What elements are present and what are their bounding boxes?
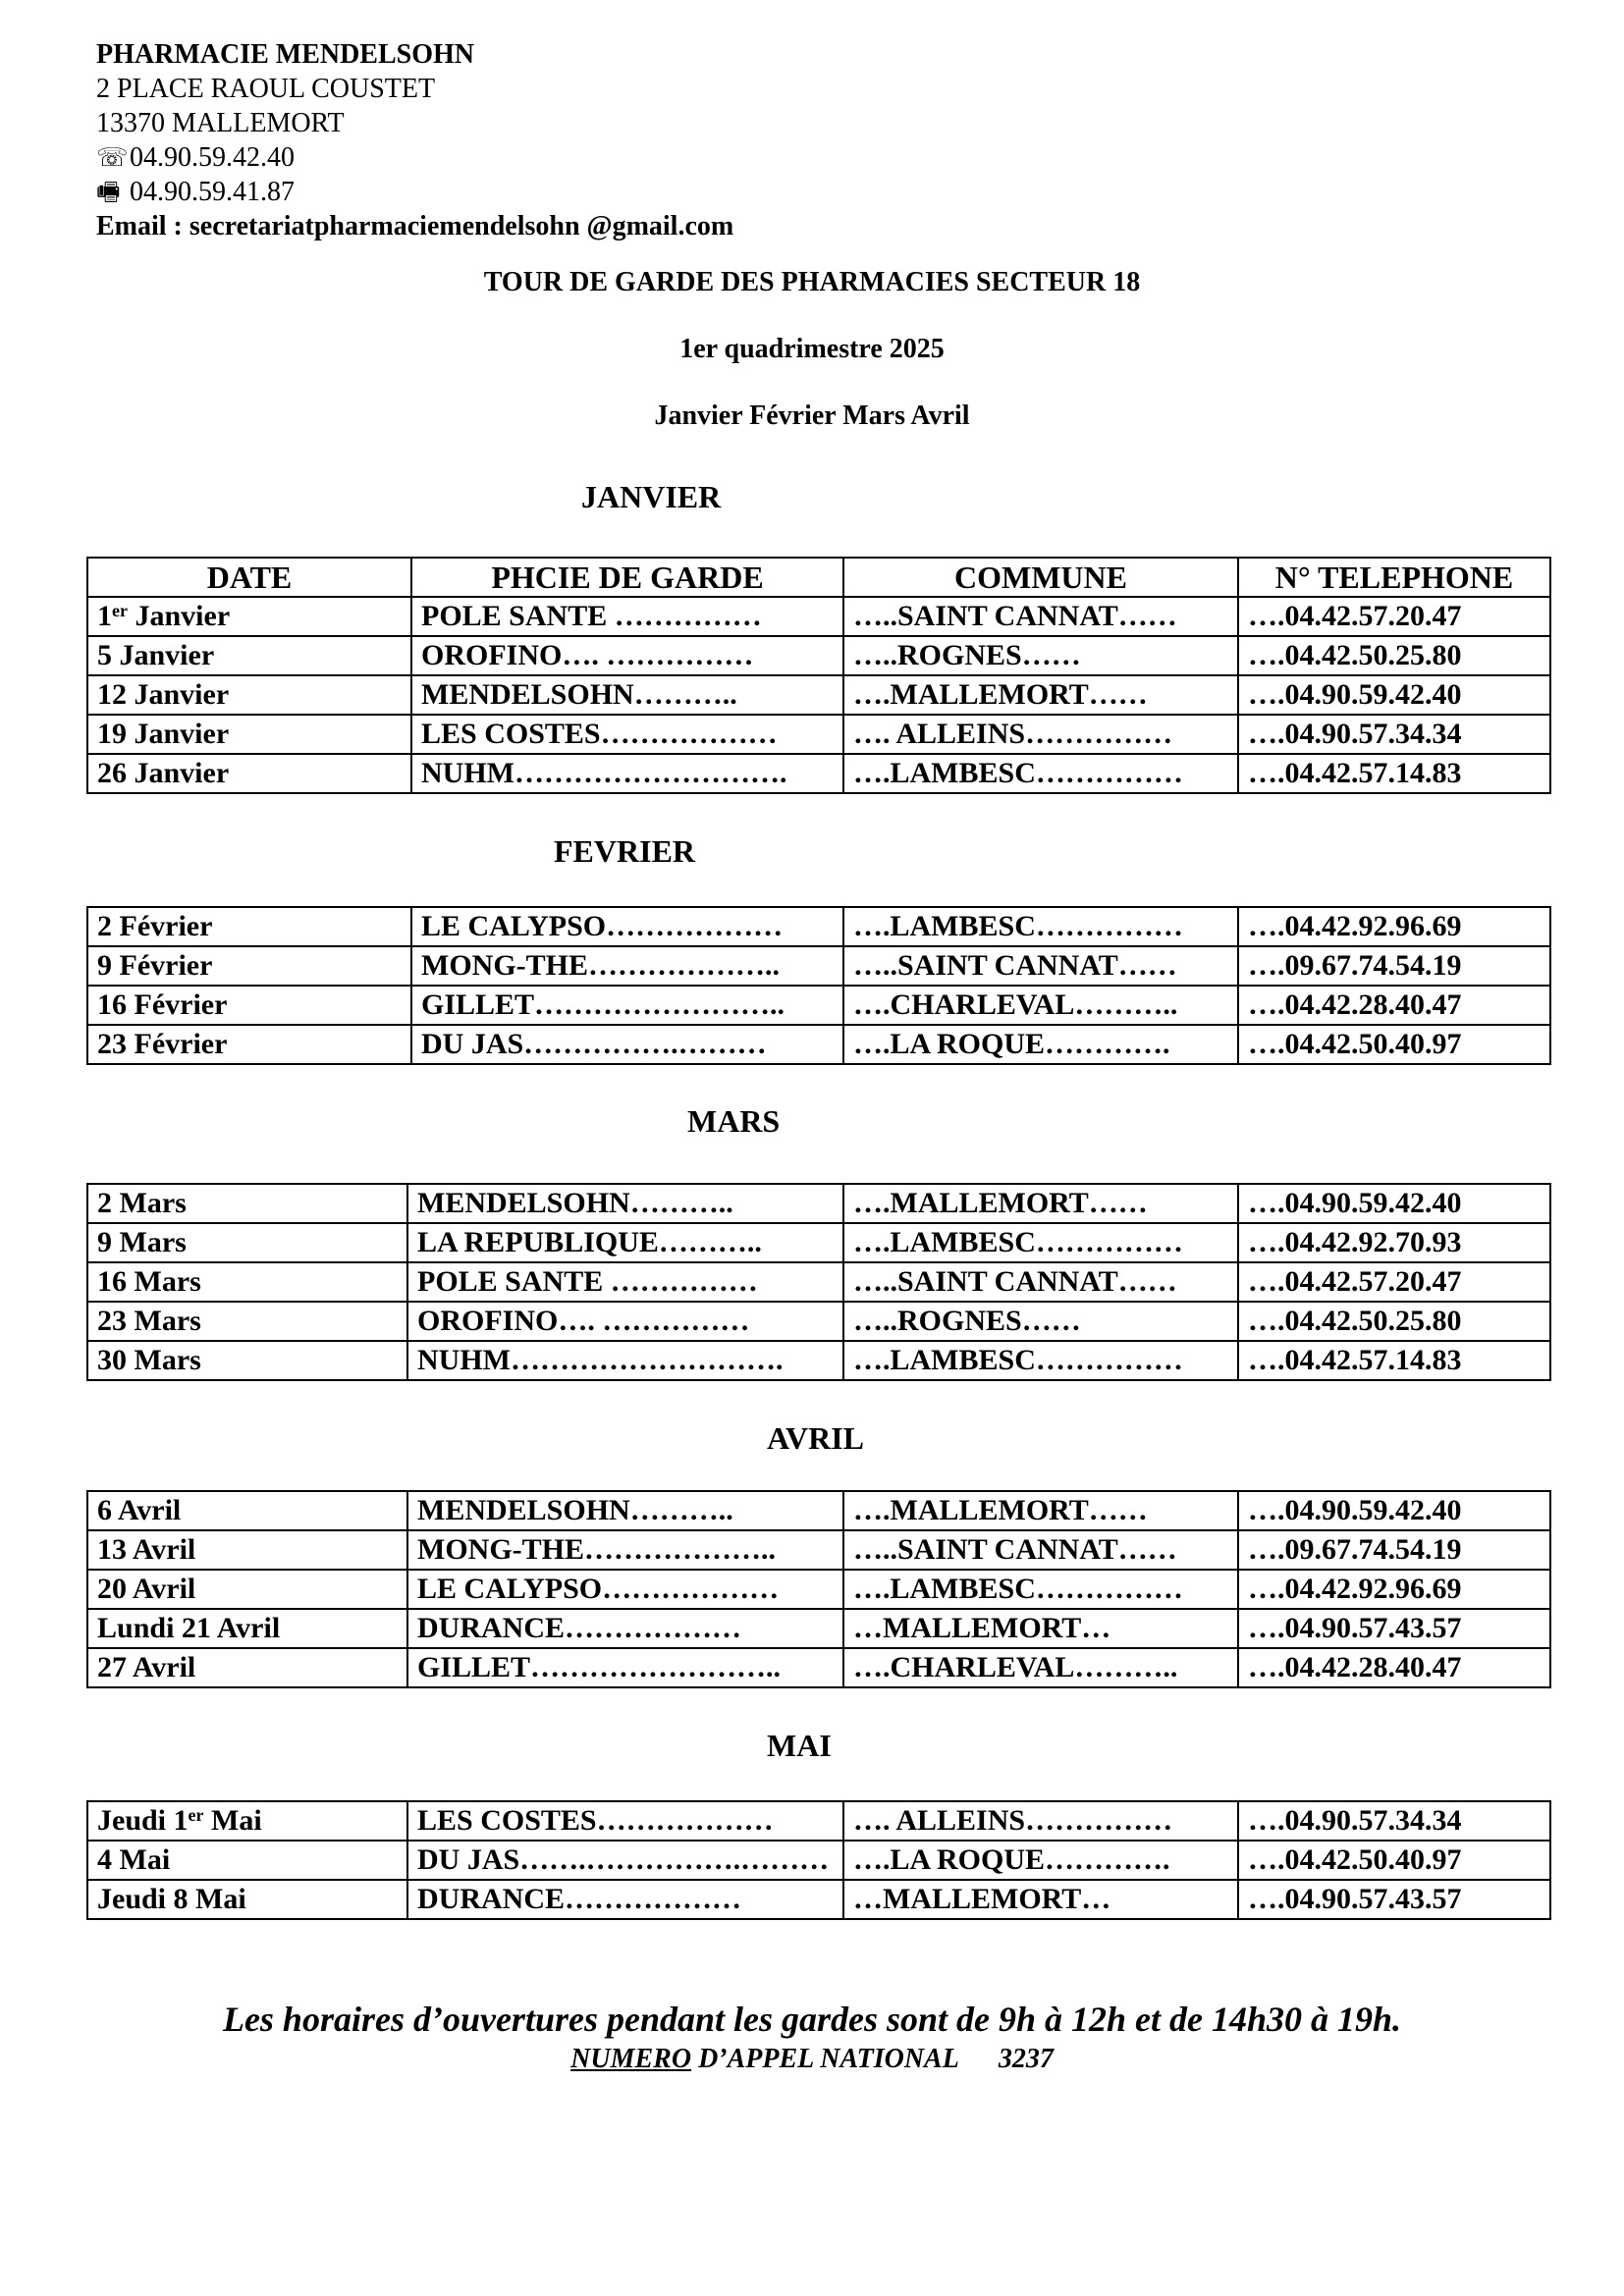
schedule-table-fevrier [86,906,1551,1065]
commune-cell: …. ALLEINS…………… [843,715,1238,754]
phone-cell: ….04.90.59.42.40 [1238,675,1550,715]
commune-cell: …..SAINT CANNAT…… [843,1262,1238,1302]
commune-cell: ….MALLEMORT…… [843,1184,1238,1223]
numero-label: NUMERO [570,2044,692,2074]
table-row [87,1841,1550,1880]
table-row [87,597,1550,636]
column-header-pharmacy: PHCIE DE GARDE [411,558,843,597]
date-cell: 12 Janvier [87,675,411,715]
date-cell: Jeudi 8 Mai [87,1880,407,1919]
national-number-line [0,2044,1624,2075]
date-cell: 5 Janvier [87,636,411,675]
date-cell: 9 Février [87,946,411,986]
table-row [87,1801,1550,1841]
phone-cell: ….04.90.57.43.57 [1238,1609,1550,1648]
commune-cell: …MALLEMORT… [843,1880,1238,1919]
pharmacy-cell: MONG-THE……………….. [411,946,843,986]
commune-cell: ….CHARLEVAL……….. [843,1648,1238,1687]
email-line [96,209,733,243]
phone-cell: ….04.42.57.20.47 [1238,597,1550,636]
pharmacy-cell: OROFINO…. …………… [407,1302,843,1341]
date-cell: 19 Janvier [87,715,411,754]
commune-cell: ….LA ROQUE…………. [843,1841,1238,1880]
date-cell: 23 Mars [87,1302,407,1341]
opening-hours-note: Les horaires d’ouvertures pendant les gardes sont de 9h à 12h et de 14h30 à 19h. [222,2000,1402,2039]
phone-number: 04.90.59.42.40 [130,142,295,173]
phone-icon: ☏ [96,143,129,172]
phone-cell: ….04.90.59.42.40 [1238,1184,1550,1223]
commune-cell: …..SAINT CANNAT…… [843,597,1238,636]
table-header-row [87,558,1550,597]
pharmacy-cell: MENDELSOHN……….. [407,1184,843,1223]
column-header-phone: N° TELEPHONE [1238,558,1550,597]
commune-cell: …..ROGNES…… [843,1302,1238,1341]
address-line-2: 13370 MALLEMORT [96,108,345,138]
table-row [87,986,1550,1025]
table-row [87,907,1550,946]
pharmacy-cell: LE CALYPSO……………… [411,907,843,946]
phone-cell: ….09.67.74.54.19 [1238,1530,1550,1570]
phone-cell: ….04.90.57.34.34 [1238,715,1550,754]
date-cell: 16 Mars [87,1262,407,1302]
commune-cell: …..SAINT CANNAT…… [843,946,1238,986]
commune-cell: ….LAMBESC…………… [843,754,1238,793]
schedule-table-mars [86,1183,1551,1381]
pharmacy-cell: MONG-THE……………….. [407,1530,843,1570]
date-cell: 1er Janvier [87,597,411,636]
date-cell: 4 Mai [87,1841,407,1880]
date-cell: 23 Février [87,1025,411,1064]
column-header-date: DATE [87,558,411,597]
phone-cell: ….04.42.57.20.47 [1238,1262,1550,1302]
phone-cell: ….04.42.92.96.69 [1238,907,1550,946]
commune-cell: …MALLEMORT… [843,1609,1238,1648]
phone-cell: ….04.42.92.96.69 [1238,1570,1550,1609]
date-cell: 9 Mars [87,1223,407,1262]
date-cell: 30 Mars [87,1341,407,1380]
month-title-fevrier: FEVRIER [554,833,696,869]
date-cell: Lundi 21 Avril [87,1609,407,1648]
pharmacy-cell: OROFINO…. …………… [411,636,843,675]
pharmacy-cell: DU JAS…….…………….……… [407,1841,843,1880]
document-months: Janvier Février Mars Avril [654,400,970,431]
date-cell: 16 Février [87,986,411,1025]
phone-cell: ….04.90.59.42.40 [1238,1491,1550,1530]
table-row [87,1184,1550,1223]
table-row [87,675,1550,715]
column-header-commune: COMMUNE [843,558,1238,597]
commune-cell: ….CHARLEVAL……….. [843,986,1238,1025]
date-cell: 2 Mars [87,1184,407,1223]
schedule-table-avril [86,1490,1551,1688]
pharmacy-cell: LES COSTES……………… [411,715,843,754]
table-row [87,1223,1550,1262]
commune-cell: ….MALLEMORT…… [843,1491,1238,1530]
phone-cell: ….04.90.57.34.34 [1238,1801,1550,1841]
table-row [87,1025,1550,1064]
appel-label: D’APPEL NATIONAL [691,2044,959,2074]
date-cell: Jeudi 1er Mai [87,1801,407,1841]
phone-cell: ….04.42.28.40.47 [1238,1648,1550,1687]
phone-cell: ….04.90.57.43.57 [1238,1880,1550,1919]
commune-cell: …..ROGNES…… [843,636,1238,675]
pharmacy-cell: LE CALYPSO……………… [407,1570,843,1609]
email-address: secretariatpharmaciemendelsohn @gmail.com [189,211,734,241]
pharmacy-header [96,37,733,243]
pharmacy-cell: GILLET…………………….. [411,986,843,1025]
pharmacy-cell: LES COSTES……………… [407,1801,843,1841]
date-cell: 27 Avril [87,1648,407,1687]
pharmacy-name: PHARMACIE MENDELSOHN [96,39,475,70]
table-row [87,1530,1550,1570]
schedule-table-janvier [86,557,1551,794]
table-row [87,1570,1550,1609]
pharmacy-cell: MENDELSOHN……….. [407,1491,843,1530]
fax-number: 04.90.59.41.87 [130,177,295,207]
pharmacy-cell: LA REPUBLIQUE……….. [407,1223,843,1262]
table-row [87,636,1550,675]
commune-cell: ….LAMBESC…………… [843,1341,1238,1380]
commune-cell: …..SAINT CANNAT…… [843,1530,1238,1570]
pharmacy-cell: POLE SANTE …………… [407,1262,843,1302]
schedule-table-mai [86,1800,1551,1920]
date-cell: 26 Janvier [87,754,411,793]
address-line-1: 2 PLACE RAOUL COUSTET [96,74,436,104]
pharmacy-cell: NUHM………………………. [411,754,843,793]
table-row [87,946,1550,986]
pharmacy-cell: MENDELSOHN……….. [411,675,843,715]
table-row [87,1302,1550,1341]
date-cell: 20 Avril [87,1570,407,1609]
table-row [87,1609,1550,1648]
phone-cell: ….04.42.57.14.83 [1238,1341,1550,1380]
pharmacy-cell: DURANCE……………… [407,1609,843,1648]
phone-cell: ….04.42.50.40.97 [1238,1025,1550,1064]
date-cell: 2 Février [87,907,411,946]
pharmacy-cell: NUHM………………………. [407,1341,843,1380]
date-cell: 6 Avril [87,1491,407,1530]
phone-cell: ….04.42.50.25.80 [1238,1302,1550,1341]
pharmacy-cell: DU JAS…………….……… [411,1025,843,1064]
date-cell: 13 Avril [87,1530,407,1570]
table-row [87,1491,1550,1530]
commune-cell: ….LAMBESC…………… [843,907,1238,946]
commune-cell: ….LA ROQUE…………. [843,1025,1238,1064]
commune-cell: ….MALLEMORT…… [843,675,1238,715]
commune-cell: ….LAMBESC…………… [843,1223,1238,1262]
month-title-mai: MAI [767,1728,832,1763]
commune-cell: …. ALLEINS…………… [843,1801,1238,1841]
document-subtitle: 1er quadrimestre 2025 [679,334,945,364]
phone-cell: ….09.67.74.54.19 [1238,946,1550,986]
fax-line [96,175,733,209]
table-row [87,715,1550,754]
month-title-mars: MARS [687,1103,781,1139]
phone-cell: ….04.42.50.40.97 [1238,1841,1550,1880]
national-number: 3237 [998,2044,1054,2074]
phone-cell: ….04.42.28.40.47 [1238,986,1550,1025]
document-title: TOUR DE GARDE DES PHARMACIES SECTEUR 18 [483,267,1141,297]
fax-icon: 🖷 [96,178,121,206]
pharmacy-cell: GILLET…………………….. [407,1648,843,1687]
email-label: Email : [96,211,189,241]
phone-cell: ….04.42.57.14.83 [1238,754,1550,793]
month-title-avril: AVRIL [767,1420,864,1456]
table-row [87,1341,1550,1380]
phone-cell: ….04.42.92.70.93 [1238,1223,1550,1262]
phone-line [96,140,733,175]
commune-cell: ….LAMBESC…………… [843,1570,1238,1609]
table-row [87,1880,1550,1919]
table-row [87,754,1550,793]
pharmacy-cell: POLE SANTE …………… [411,597,843,636]
table-row [87,1648,1550,1687]
phone-cell: ….04.42.50.25.80 [1238,636,1550,675]
month-title-janvier: JANVIER [581,479,722,514]
pharmacy-cell: DURANCE……………… [407,1880,843,1919]
table-row [87,1262,1550,1302]
